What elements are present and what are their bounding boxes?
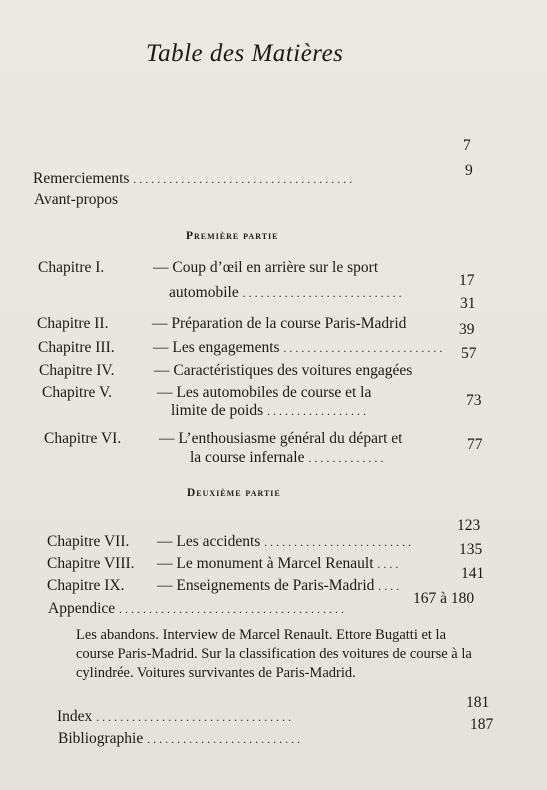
chapter-number: Chapitre I. (38, 259, 105, 276)
page-number-chapter-6: 77 (467, 436, 483, 453)
entry-label: Avant-propos (34, 191, 119, 208)
toc-entry-index (57, 708, 294, 726)
page-number-chapter-3: 39 (459, 321, 475, 338)
page-number-chapter-2: 31 (460, 295, 476, 312)
leader-dots: ......................... (264, 535, 415, 549)
leader-dots: ............. (308, 451, 387, 465)
appendix-description: Les abandons. Interview de Marcel Renault. Ettore Bugatti et la course Paris-Madrid. Sur la classification des voitures de course à la cylindrée. Voitures survivantes de Paris-Madrid. (76, 627, 472, 681)
chapter-title-cont: limite de poids (171, 402, 264, 419)
toc-entry-appendice (48, 600, 347, 618)
toc-entry-chapter-1 (38, 259, 378, 277)
leader-dots: .... (377, 557, 402, 571)
page-number-index: 181 (466, 694, 490, 711)
entry-label: Index (57, 708, 93, 725)
toc-entry-chapter-5-cont (171, 402, 369, 420)
entry-label: Remerciements (33, 170, 130, 187)
page-number-chapter-5: 73 (466, 392, 482, 409)
chapter-number: Chapitre III. (38, 339, 115, 356)
leader-dots: ................................. (96, 710, 295, 724)
chapter-title-cont: automobile (169, 284, 239, 301)
page-number-chapter-9: 141 (461, 565, 485, 582)
page-number-chapter-1: 17 (459, 272, 475, 289)
leader-dots: ..................................... (133, 172, 356, 186)
page-number-chapter-8: 135 (459, 541, 483, 558)
part-heading-2: Deuxième partie (187, 487, 281, 499)
toc-entry-chapter-5 (42, 384, 371, 402)
toc-entry-bibliographie (58, 730, 303, 748)
toc-entry-chapter-9 (47, 577, 402, 595)
chapter-number: Chapitre VI. (44, 430, 122, 447)
toc-entry-avant-propos (34, 191, 118, 209)
chapter-title: — Le monument à Marcel Renault (157, 555, 374, 572)
toc-entry-chapter-2 (37, 315, 406, 333)
page-number-bibliographie: 187 (470, 716, 494, 733)
chapter-number: Chapitre V. (42, 384, 113, 401)
chapter-title-cont: la course infernale (190, 449, 305, 466)
part-heading-1: Première partie (186, 230, 279, 242)
toc-entry-chapter-6 (44, 430, 402, 448)
chapter-title: — Caractéristiques des voitures engagées (154, 362, 413, 379)
leader-dots: ........................... (283, 341, 446, 355)
chapter-title: — Les engagements (153, 339, 280, 356)
chapter-number: Chapitre VII. (47, 533, 130, 550)
chapter-title: — Coup d’œil en arrière sur le sport (153, 259, 379, 276)
page-number-avant-propos: 9 (465, 162, 473, 179)
toc-entry-chapter-6-cont (190, 449, 386, 467)
entry-label: Appendice (48, 600, 116, 617)
chapter-title: — Préparation de la course Paris-Madrid (152, 315, 407, 332)
leader-dots: ................. (267, 404, 370, 418)
page-number-chapter-7: 123 (457, 517, 481, 534)
leader-dots: ........................... (242, 286, 405, 300)
chapter-number: Chapitre IX. (47, 577, 125, 594)
chapter-number: Chapitre II. (37, 315, 109, 332)
page-title: Table des Matières (146, 40, 344, 67)
chapter-title: — Les automobiles de course et la (157, 384, 372, 401)
chapter-title: — Enseignements de Paris-Madrid (157, 577, 375, 594)
toc-entry-chapter-8 (47, 555, 401, 573)
leader-dots: .... (378, 579, 403, 593)
toc-entry-chapter-4 (39, 362, 412, 380)
toc-entry-chapter-1-cont (169, 284, 405, 302)
toc-entry-remerciements (33, 170, 355, 188)
chapter-title: — L’enthousiasme général du départ et (159, 430, 403, 447)
leader-dots: ...................................... (119, 602, 348, 616)
leader-dots: .......................... (147, 732, 304, 746)
page-number-chapter-4: 57 (461, 345, 477, 362)
chapter-number: Chapitre IV. (39, 362, 115, 379)
page-number-remerciements: 7 (463, 137, 471, 154)
toc-entry-chapter-7 (47, 533, 414, 551)
entry-label: Bibliographie (58, 730, 144, 747)
chapter-title: — Les accidents (157, 533, 261, 550)
toc-entry-chapter-3 (38, 339, 445, 357)
chapter-number: Chapitre VIII. (47, 555, 135, 572)
page-number-appendice: 167 à 180 (413, 590, 475, 607)
